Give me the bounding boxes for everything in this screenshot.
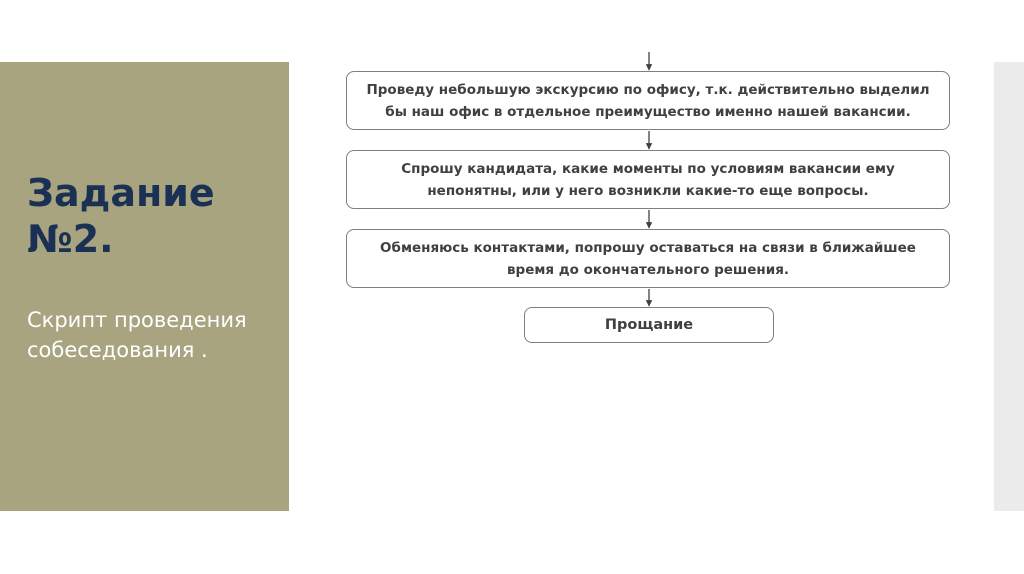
flow-step-tour: [346, 71, 950, 130]
slide-title: Задание №2.: [27, 171, 215, 261]
flow-step-text: Спрошу кандидата, какие моменты по условиям вакансии ему непонятны, или у него возникли какие-то еще вопросы.: [401, 160, 895, 199]
slide-subtitle: Скрипт проведения собеседования .: [27, 308, 247, 362]
flow-step-text: Проведу небольшую экскурсию по офису, т.к. действительно выделил бы наш офис в отдельное преимущество именно нашей вакансии.: [366, 81, 930, 120]
flow-step-contacts: [346, 229, 950, 288]
flow-step-text: Прощание: [604, 317, 694, 333]
flow-step-text: Обменяюсь контактами, попрошу оставаться на связи в ближайшее время до окончательного решения.: [380, 239, 916, 278]
flow-step-questions: [346, 150, 950, 209]
flow-step-farewell: [524, 307, 774, 343]
